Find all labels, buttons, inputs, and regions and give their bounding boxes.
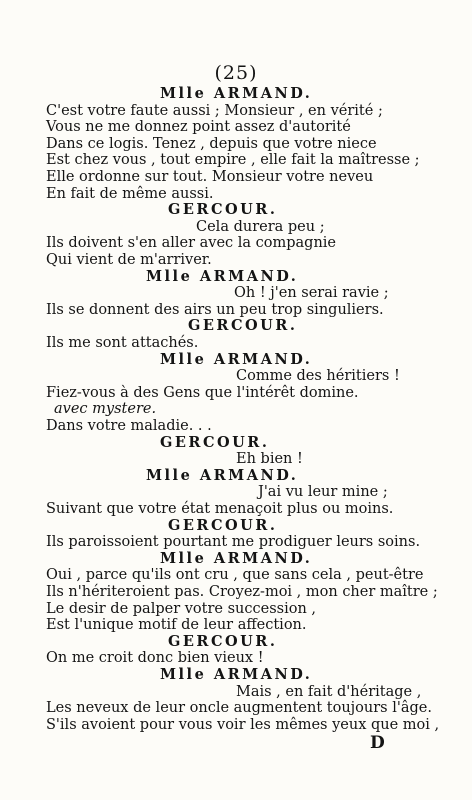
verse-line: J'ai vu leur mine ;: [258, 484, 388, 501]
speaker-heading: GERCOUR.: [168, 632, 278, 650]
speaker-heading: Mlle ARMAND.: [160, 85, 313, 102]
speaker-heading: GERCOUR.: [168, 201, 278, 219]
verse-line: Dans ce logis. Tenez , depuis que votre niece: [46, 135, 377, 152]
verse-line: Les neveux de leur oncle augmentent toujours l'âge.: [46, 700, 432, 717]
verse-line: Suivant que votre état menaçoit plus ou moins.: [46, 501, 394, 517]
speaker-heading: GERCOUR.: [160, 433, 270, 451]
verse-line: S'ils avoient pour vous voir les mêmes yeux que moi ,: [46, 716, 440, 733]
verse-line: Vous ne me donnez point assez d'autorité: [46, 119, 351, 136]
verse-line: Elle ordonne sur tout. Monsieur votre neveu: [46, 169, 374, 185]
verse-line: Eh bien !: [236, 451, 303, 468]
catchword: D: [370, 733, 385, 754]
stage-direction: avec mystere.: [54, 401, 157, 418]
speaker-heading: Mlle ARMAND.: [160, 549, 313, 567]
verse-line: Mais , en fait d'héritage ,: [236, 683, 422, 700]
verse-line: Ils n'hériteroient pas. Croyez-moi , mon cher maître ;: [46, 584, 438, 600]
verse-line: Dans votre maladie. . .: [46, 418, 212, 434]
speaker-heading: Mlle ARMAND.: [160, 350, 313, 368]
verse-line: Ils doivent s'en aller avec la compagnie: [46, 235, 337, 252]
verse-line: Comme des héritiers !: [236, 368, 400, 385]
verse-line: Est l'unique motif de leur affection.: [46, 617, 307, 634]
speaker-heading: GERCOUR.: [168, 516, 278, 534]
verse-line: En fait de même aussi.: [46, 185, 214, 202]
verse-line: On me croit donc bien vieux !: [46, 650, 264, 667]
verse-line: Ils se donnent des airs un peu trop singuliers.: [46, 301, 384, 318]
verse-line: Cela durera peu ;: [196, 218, 325, 235]
verse-line: Ils me sont attachés.: [46, 335, 199, 351]
speaker-heading: Mlle ARMAND.: [160, 666, 313, 683]
verse-line: Oh ! j'en serai ravie ;: [234, 285, 389, 302]
speaker-heading: Mlle ARMAND.: [146, 466, 299, 484]
speaker-heading: GERCOUR.: [188, 317, 298, 335]
page-number: (25): [214, 62, 258, 84]
speaker-heading: Mlle ARMAND.: [146, 267, 299, 285]
verse-line: Le desir de palper votre succession ,: [46, 600, 317, 617]
verse-line: Ils paroissoient pourtant me prodiguer leurs soins.: [46, 534, 421, 551]
verse-line: Est chez vous , tout empire , elle fait la maîtresse ;: [46, 152, 420, 169]
verse-line: Fiez-vous à des Gens que l'intérêt domine.: [46, 384, 359, 401]
verse-line: C'est votre faute aussi ; Monsieur , en vérité ;: [46, 102, 383, 119]
verse-line: Oui , parce qu'ils ont cru , que sans cela , peut-être: [46, 567, 424, 584]
verse-line: Qui vient de m'arriver.: [46, 252, 212, 268]
